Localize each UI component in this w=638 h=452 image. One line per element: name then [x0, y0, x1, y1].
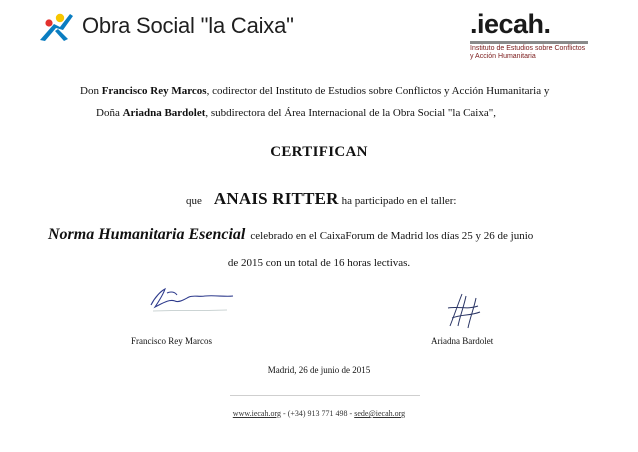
obra-social-la-caixa-logo: [36, 11, 294, 41]
course-title: Norma Humanitaria Esencial: [48, 226, 246, 243]
iecah-logo: [470, 10, 610, 62]
iecah-logo-subtitle: [470, 45, 585, 61]
certifier-2-name: Ariadna Bardolet: [122, 107, 206, 119]
certifier-line-1: [80, 80, 549, 102]
recipient-name: ANAIS RITTER: [213, 189, 339, 208]
obra-social-logo-text: Obra Social "la Caixa": [82, 13, 294, 38]
text: , codirector del Instituto de Estudios sobre Conflictos y Acción Humanitaria y: [206, 85, 550, 97]
text: , subdirectora del Área Internacional de la Obra Social "la Caixa",: [205, 107, 496, 119]
signature-francisco-rey: [145, 283, 235, 313]
text: Don: [80, 85, 102, 97]
footer-contact: [0, 409, 638, 418]
course-line: [48, 226, 533, 244]
course-details: celebrado en el CaixaForum de Madrid los días 25 y 26 de junio: [250, 230, 534, 242]
signature-ariadna-bardolet: [440, 290, 490, 330]
email-link[interactable]: sede@iecah.org: [354, 409, 406, 418]
iecah-subtitle-line-2: y Acción Humanitaria: [470, 53, 536, 60]
course-hours-line: de 2015 con un total de 16 horas lectivas.: [227, 257, 411, 269]
iecah-logo-word: .iecah.: [470, 9, 551, 39]
place-and-date: Madrid, 26 de junio de 2015: [267, 365, 371, 375]
certifier-1-name: Francisco Rey Marcos: [101, 85, 207, 97]
recipient-line: [186, 189, 456, 209]
signer-2-name: Ariadna Bardolet: [431, 336, 494, 346]
website-link[interactable]: www.iecah.org: [232, 409, 282, 418]
participated-text: ha participado en el taller:: [341, 195, 457, 207]
certifier-line-2: [96, 102, 496, 124]
caixa-star-logo-icon: [36, 11, 76, 41]
iecah-subtitle-line-1: Instituto de Estudios sobre Conflictos: [470, 45, 586, 52]
phone-number: (+34) 913 771 498: [287, 409, 348, 418]
que-word: que: [186, 195, 202, 207]
text: Doña: [96, 107, 123, 119]
certifican-heading: CERTIFICAN: [270, 144, 368, 160]
signer-1-name: Francisco Rey Marcos: [131, 336, 212, 346]
separator: -: [281, 409, 288, 418]
footer-divider: [230, 395, 420, 396]
separator: -: [347, 409, 355, 418]
iecah-logo-bar: [470, 41, 588, 44]
